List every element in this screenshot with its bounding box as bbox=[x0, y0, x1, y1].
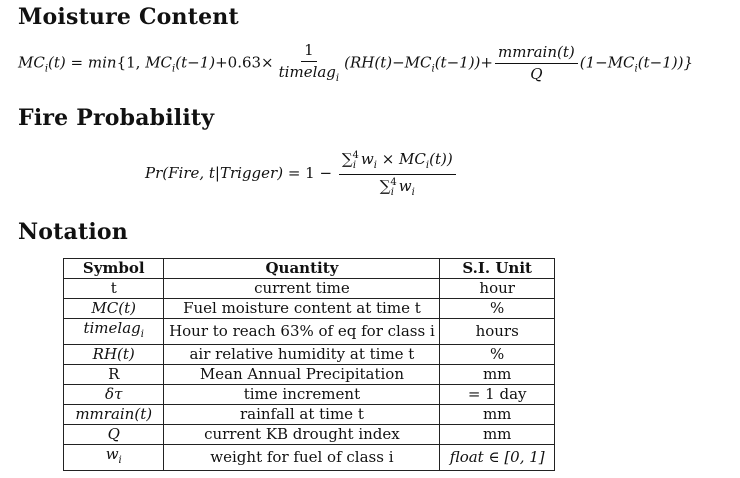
cell-quantity: Fuel moisture content at time t bbox=[164, 299, 440, 319]
eq1-lhs-sub: i bbox=[44, 63, 49, 75]
eq2-num-end: (t)) bbox=[429, 150, 453, 168]
symbol-text: w bbox=[105, 445, 119, 463]
eq1-mc-prev-arg: (t−1) bbox=[175, 53, 216, 72]
eq1-frac1-num: 1 bbox=[301, 42, 317, 62]
eq2-den-sub: i bbox=[390, 186, 394, 198]
eq1-frac1-den-text: timelag bbox=[278, 63, 336, 82]
symbol-text: Q bbox=[107, 425, 120, 443]
cell-unit: mm bbox=[440, 405, 555, 425]
table-row bbox=[64, 425, 555, 445]
eq1-frac2-num: mmrain(t) bbox=[495, 44, 578, 64]
eq2-num-sup: 4 bbox=[352, 150, 359, 161]
fire-probability-equation bbox=[145, 150, 458, 198]
cell-symbol bbox=[64, 279, 164, 299]
eq2-den-sum: ∑ bbox=[379, 176, 391, 195]
eq2-denominator bbox=[377, 175, 418, 199]
cell-quantity: Mean Annual Precipitation bbox=[164, 365, 440, 385]
table-row bbox=[64, 385, 555, 405]
eq1-mc-prev: MC bbox=[145, 53, 173, 72]
eq1-tail-sub: i bbox=[634, 63, 638, 75]
notation-heading: Notation bbox=[18, 219, 128, 245]
symbol-subscript: i bbox=[140, 329, 144, 340]
notation-table bbox=[63, 258, 555, 471]
cell-symbol bbox=[64, 365, 164, 385]
eq1-open: {1, bbox=[116, 53, 146, 72]
cell-unit: mm bbox=[440, 425, 555, 445]
eq1-tail-end: (t−1))} bbox=[637, 53, 693, 72]
eq1-equals: = bbox=[65, 53, 88, 72]
symbol-subscript: i bbox=[118, 455, 122, 466]
cell-symbol bbox=[64, 299, 164, 319]
table-row bbox=[64, 445, 555, 471]
eq1-mc-prev-sub: i bbox=[172, 63, 176, 75]
cell-symbol bbox=[64, 319, 164, 345]
cell-unit: mm bbox=[440, 365, 555, 385]
eq2-num-rest-sub: i bbox=[425, 160, 430, 171]
fire-probability-heading: Fire Probability bbox=[18, 105, 215, 131]
symbol-text: δτ bbox=[105, 385, 123, 403]
cell-symbol bbox=[64, 425, 164, 445]
table-row bbox=[64, 299, 555, 319]
table-row bbox=[64, 345, 555, 365]
cell-symbol bbox=[64, 445, 164, 471]
moisture-equation bbox=[18, 42, 693, 85]
eq2-lhs: Pr(Fire, t|Trigger) bbox=[145, 164, 284, 182]
cell-quantity: Hour to reach 63% of eq for class i bbox=[164, 319, 440, 345]
cell-unit: % bbox=[440, 345, 555, 365]
eq1-lhs-arg: (t) bbox=[48, 53, 66, 72]
eq2-den-w-sub: i bbox=[411, 186, 415, 198]
eq1-tail: (1−MC bbox=[579, 53, 635, 72]
symbol-text: RH(t) bbox=[92, 345, 135, 363]
cell-quantity: time increment bbox=[164, 385, 440, 405]
table-row bbox=[64, 365, 555, 385]
cell-symbol bbox=[64, 405, 164, 425]
table-row bbox=[64, 279, 555, 299]
eq2-fraction bbox=[339, 150, 456, 198]
cell-quantity: air relative humidity at time t bbox=[164, 345, 440, 365]
header-unit: S.I. Unit bbox=[440, 259, 555, 279]
eq1-frac1-den-sub: i bbox=[335, 73, 340, 85]
eq1-rh-part-end: (t−1))+ bbox=[434, 53, 493, 72]
eq1-rh-part-sub: i bbox=[431, 63, 435, 75]
eq2-den-w: w bbox=[398, 176, 412, 195]
eq1-frac2-den: Q bbox=[530, 64, 543, 83]
symbol-text: R bbox=[108, 365, 120, 383]
eq1-min: min bbox=[87, 53, 117, 72]
cell-quantity: current time bbox=[164, 279, 440, 299]
eq2-num-w: w bbox=[360, 150, 374, 168]
cell-quantity: weight for fuel of class i bbox=[164, 445, 440, 471]
eq2-num-w-sub: i bbox=[373, 160, 377, 171]
eq2-num-rest: × MC bbox=[376, 150, 426, 168]
cell-quantity: current KB drought index bbox=[164, 425, 440, 445]
table-header-row bbox=[64, 259, 555, 279]
moisture-content-heading: Moisture Content bbox=[18, 4, 239, 30]
eq2-den-sup: 4 bbox=[390, 176, 397, 188]
cell-unit: hours bbox=[440, 319, 555, 345]
table-row bbox=[64, 405, 555, 425]
table-row bbox=[64, 319, 555, 345]
cell-unit: float ∈ [0, 1] bbox=[440, 445, 555, 471]
eq2-equals: = 1 − bbox=[283, 164, 337, 182]
eq1-rh-part: (RH(t)−MC bbox=[344, 53, 432, 72]
eq2-numerator bbox=[339, 150, 456, 175]
cell-symbol bbox=[64, 385, 164, 405]
eq1-frac1-den bbox=[276, 62, 342, 85]
cell-unit: hour bbox=[440, 279, 555, 299]
eq2-num-sub: i bbox=[352, 160, 357, 171]
cell-unit: = 1 day bbox=[440, 385, 555, 405]
eq1-fraction-timelag bbox=[276, 42, 342, 85]
eq1-coef: +0.63× bbox=[215, 53, 274, 72]
symbol-text: MC(t) bbox=[91, 299, 136, 317]
symbol-text: mmrain(t) bbox=[75, 405, 153, 423]
header-quantity: Quantity bbox=[164, 259, 440, 279]
cell-quantity: rainfall at time t bbox=[164, 405, 440, 425]
eq1-fraction-rain bbox=[495, 44, 578, 84]
cell-symbol bbox=[64, 345, 164, 365]
symbol-text: t bbox=[110, 279, 117, 297]
symbol-text: timelag bbox=[83, 319, 141, 337]
eq2-num-sum: ∑ bbox=[341, 150, 353, 168]
header-symbol: Symbol bbox=[64, 259, 164, 279]
cell-unit: % bbox=[440, 299, 555, 319]
eq1-lhs: MC bbox=[18, 53, 45, 72]
